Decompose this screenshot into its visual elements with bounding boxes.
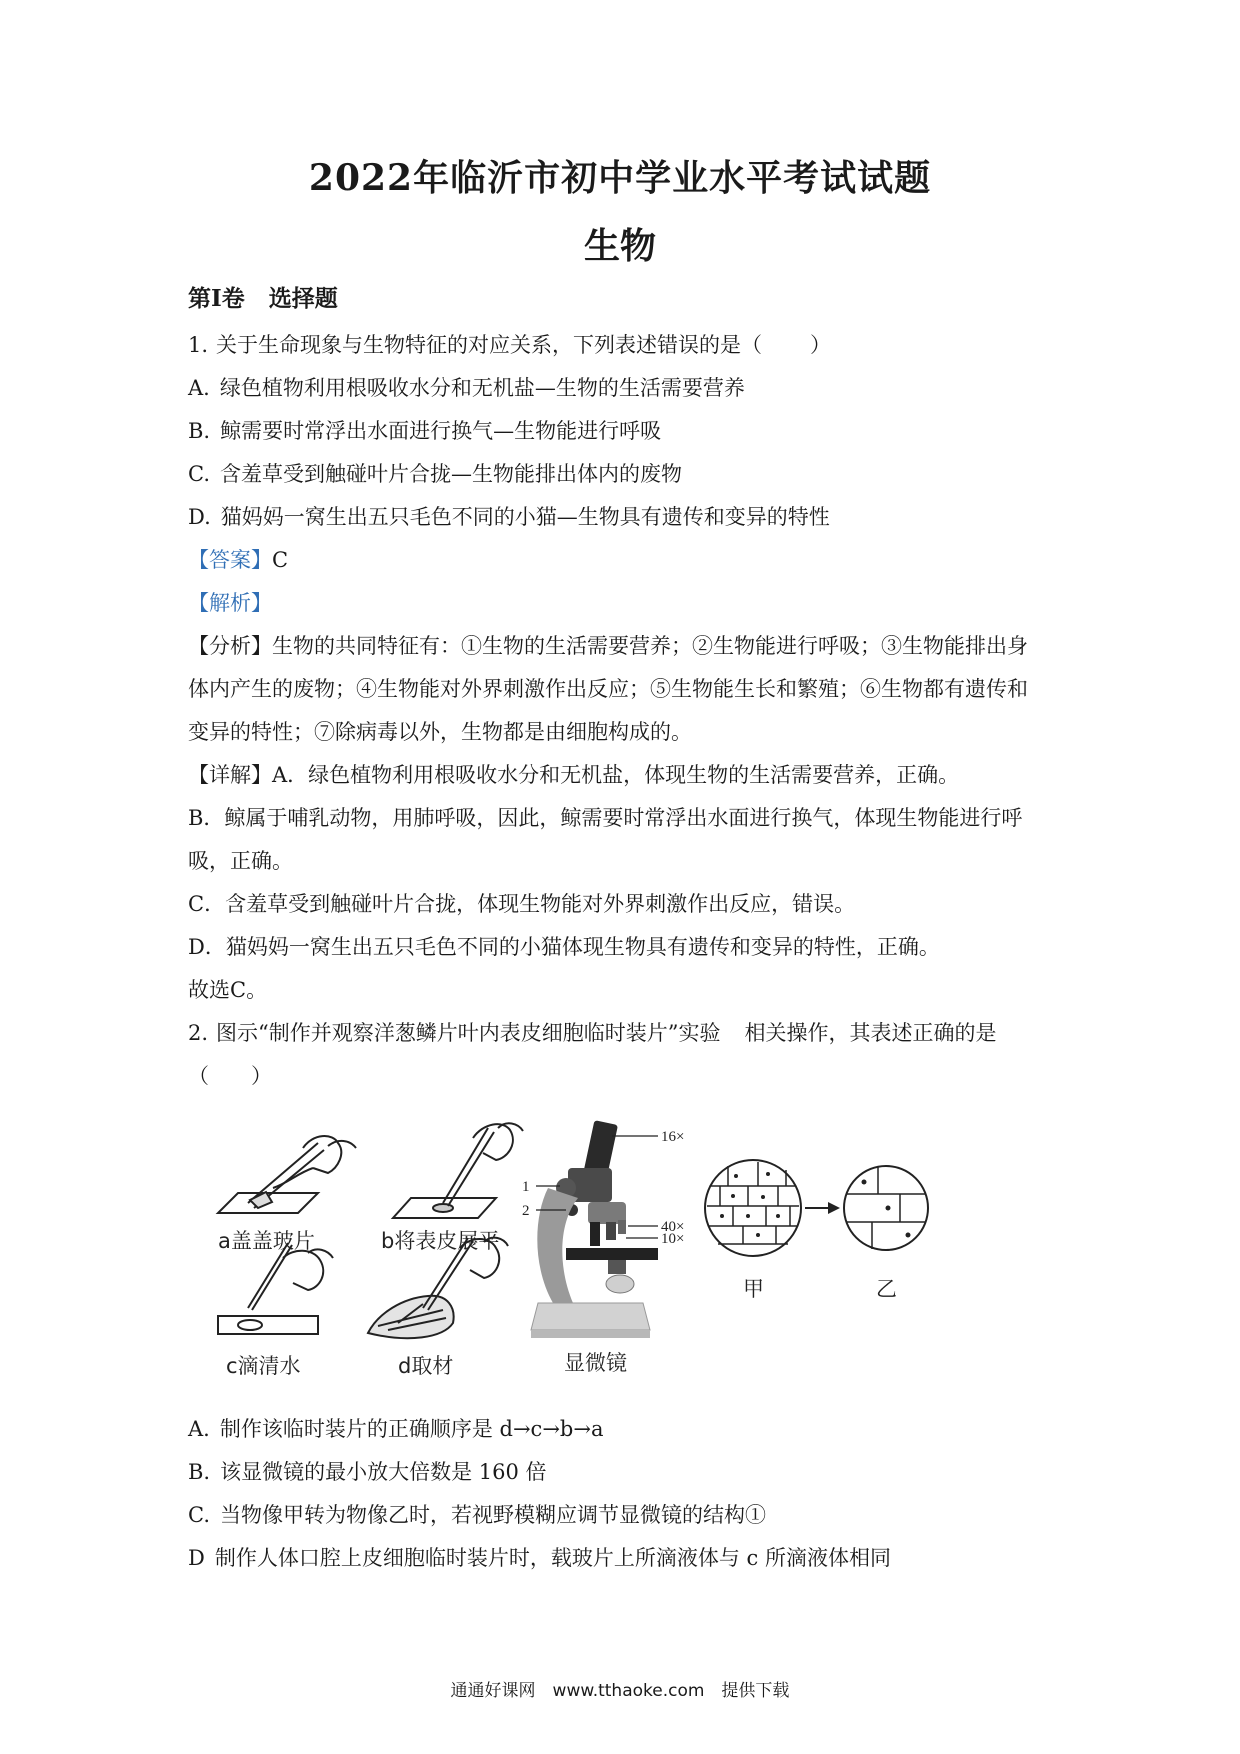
q2-option-b bbox=[188, 1451, 1068, 1494]
question-text: 关于生命现象与生物特征的对应关系，下列表述错误的是（ bbox=[216, 333, 763, 357]
question-1-stem bbox=[188, 324, 1068, 367]
q1-xiangjie-line bbox=[188, 840, 1068, 883]
step-c-illustration bbox=[218, 1243, 333, 1334]
option-label: D bbox=[188, 1546, 205, 1570]
option-text: 猫妈妈一窝生出五只毛色不同的小猫—生物具有遗传和变异的特性 bbox=[220, 505, 830, 529]
question-2-stem bbox=[188, 1012, 1068, 1055]
microscope-label: 显微镜 bbox=[564, 1351, 627, 1375]
xiangjie-text: B．鲸属于哺乳动物，用肺呼吸，因此，鲸需要时常浮出水面进行换气，体现生物能进行呼 bbox=[188, 806, 1023, 830]
experiment-figure bbox=[188, 1098, 1068, 1408]
question-text-end: ） bbox=[810, 333, 832, 357]
figure-svg bbox=[188, 1098, 1068, 1408]
section-name: 选择题 bbox=[268, 285, 338, 312]
subject-title: 生物 bbox=[583, 225, 656, 267]
option-text: 当物像甲转为物像乙时，若视野模糊应调节显微镜的结构① bbox=[220, 1503, 766, 1527]
exam-content bbox=[188, 282, 1068, 1580]
step-a-illustration bbox=[218, 1136, 356, 1213]
option-text: 鲸需要时常浮出水面进行换气—生物能进行呼吸 bbox=[220, 419, 662, 443]
option-label: C. bbox=[188, 1503, 210, 1527]
xiangjie-text: C．含羞草受到触碰叶片合拢，体现生物能对外界刺激作出反应，错误。 bbox=[188, 892, 856, 916]
question-number: 2. bbox=[188, 1021, 209, 1045]
option-text: 制作该临时装片的正确顺序是 d→c→b→a bbox=[219, 1417, 604, 1441]
arrow-icon bbox=[828, 1202, 840, 1214]
fenxi-tag: 【分析】 bbox=[188, 634, 272, 658]
question-number: 1. bbox=[188, 333, 209, 357]
objective-high-label: 40× bbox=[661, 1219, 685, 1235]
option-label: A. bbox=[188, 1417, 210, 1441]
part-2-label: 2 bbox=[522, 1203, 530, 1219]
fenxi-text: 体内产生的废物；④生物能对外界刺激作出反应；⑤生物能生长和繁殖；⑥生物都有遗传和 bbox=[188, 677, 1028, 701]
xiangjie-text: D．猫妈妈一窝生出五只毛色不同的小猫体现生物具有遗传和变异的特性，正确。 bbox=[188, 935, 940, 959]
section-heading bbox=[188, 282, 1068, 324]
q1-xiangjie-line bbox=[188, 969, 1068, 1012]
view-yi-label: 乙 bbox=[876, 1277, 897, 1301]
objective-low-label: 10× bbox=[661, 1231, 685, 1247]
question-text: 相关操作，其表述正确的是 bbox=[744, 1021, 997, 1045]
step-b-illustration bbox=[393, 1123, 523, 1218]
q1-xiangjie-line bbox=[188, 754, 1068, 797]
option-label: B. bbox=[188, 1460, 211, 1484]
step-b-label: b将表皮展平 bbox=[381, 1229, 500, 1253]
eyepiece-label: 16× bbox=[661, 1129, 685, 1145]
option-text: 含羞草受到触碰叶片合拢—生物能排出体内的废物 bbox=[220, 462, 682, 486]
q1-xiangjie-line bbox=[188, 883, 1068, 926]
page-title: 2022年临沂市初中学业水平考试试题 bbox=[308, 157, 932, 199]
fenxi-text: 变异的特性；⑦除病毒以外，生物都是由细胞构成的。 bbox=[188, 720, 692, 744]
xiangjie-text: A．绿色植物利用根吸收水分和无机盐，体现生物的生活需要营养，正确。 bbox=[272, 763, 960, 787]
view-jia-illustration bbox=[705, 1160, 801, 1256]
question-2-stem-cont bbox=[188, 1055, 1068, 1098]
step-c-label: c滴清水 bbox=[226, 1354, 301, 1378]
q1-analysis-heading bbox=[188, 582, 1068, 625]
step-a-label: a盖盖玻片 bbox=[218, 1229, 315, 1253]
xiangjie-tag: 【详解】 bbox=[188, 763, 272, 787]
option-text: 绿色植物利用根吸收水分和无机盐—生物的生活需要营养 bbox=[219, 376, 745, 400]
answer-value: C bbox=[272, 548, 289, 572]
q1-option-c bbox=[188, 453, 1068, 496]
q1-xiangjie-line bbox=[188, 926, 1068, 969]
xiangjie-text: 故选C。 bbox=[188, 978, 268, 1002]
q2-option-a bbox=[188, 1408, 1068, 1451]
view-jia-label: 甲 bbox=[743, 1277, 764, 1301]
xiangjie-text: 吸，正确。 bbox=[188, 849, 293, 873]
option-text: 制作人体口腔上皮细胞临时装片时，载玻片上所滴液体与 c 所滴液体相同 bbox=[214, 1546, 891, 1570]
q2-option-c bbox=[188, 1494, 1068, 1537]
q1-option-a bbox=[188, 367, 1068, 410]
page-footer: 通通好课网 www.tthaoke.com 提供下载 bbox=[450, 1681, 790, 1701]
option-text: 该显微镜的最小放大倍数是 160 倍 bbox=[220, 1460, 547, 1484]
option-label: A. bbox=[188, 376, 210, 400]
q2-option-d bbox=[188, 1537, 1068, 1580]
option-label: D. bbox=[188, 505, 211, 529]
question-text: 图示“制作并观察洋葱鳞片叶内表皮细胞临时装片”实验 bbox=[216, 1021, 721, 1045]
part-1-label: 1 bbox=[522, 1179, 530, 1195]
q1-option-b bbox=[188, 410, 1068, 453]
q1-answer bbox=[188, 539, 1068, 582]
option-label: B. bbox=[188, 419, 211, 443]
question-text-end: （ ） bbox=[188, 1064, 272, 1088]
step-d-label: d取材 bbox=[398, 1354, 454, 1378]
analysis-tag: 【解析】 bbox=[188, 591, 272, 615]
q1-option-d bbox=[188, 496, 1068, 539]
fenxi-text: 生物的共同特征有：①生物的生活需要营养；②生物能进行呼吸；③生物能排出身 bbox=[272, 634, 1028, 658]
q1-fenxi-line bbox=[188, 668, 1068, 711]
q1-fenxi-line bbox=[188, 711, 1068, 754]
microscope-illustration bbox=[531, 1120, 658, 1338]
section-part: 第Ⅰ卷 bbox=[188, 285, 245, 312]
view-yi-illustration bbox=[844, 1166, 928, 1250]
answer-tag: 【答案】 bbox=[188, 548, 272, 572]
option-label: C. bbox=[188, 462, 210, 486]
q1-xiangjie-line bbox=[188, 797, 1068, 840]
q1-fenxi-line bbox=[188, 625, 1068, 668]
